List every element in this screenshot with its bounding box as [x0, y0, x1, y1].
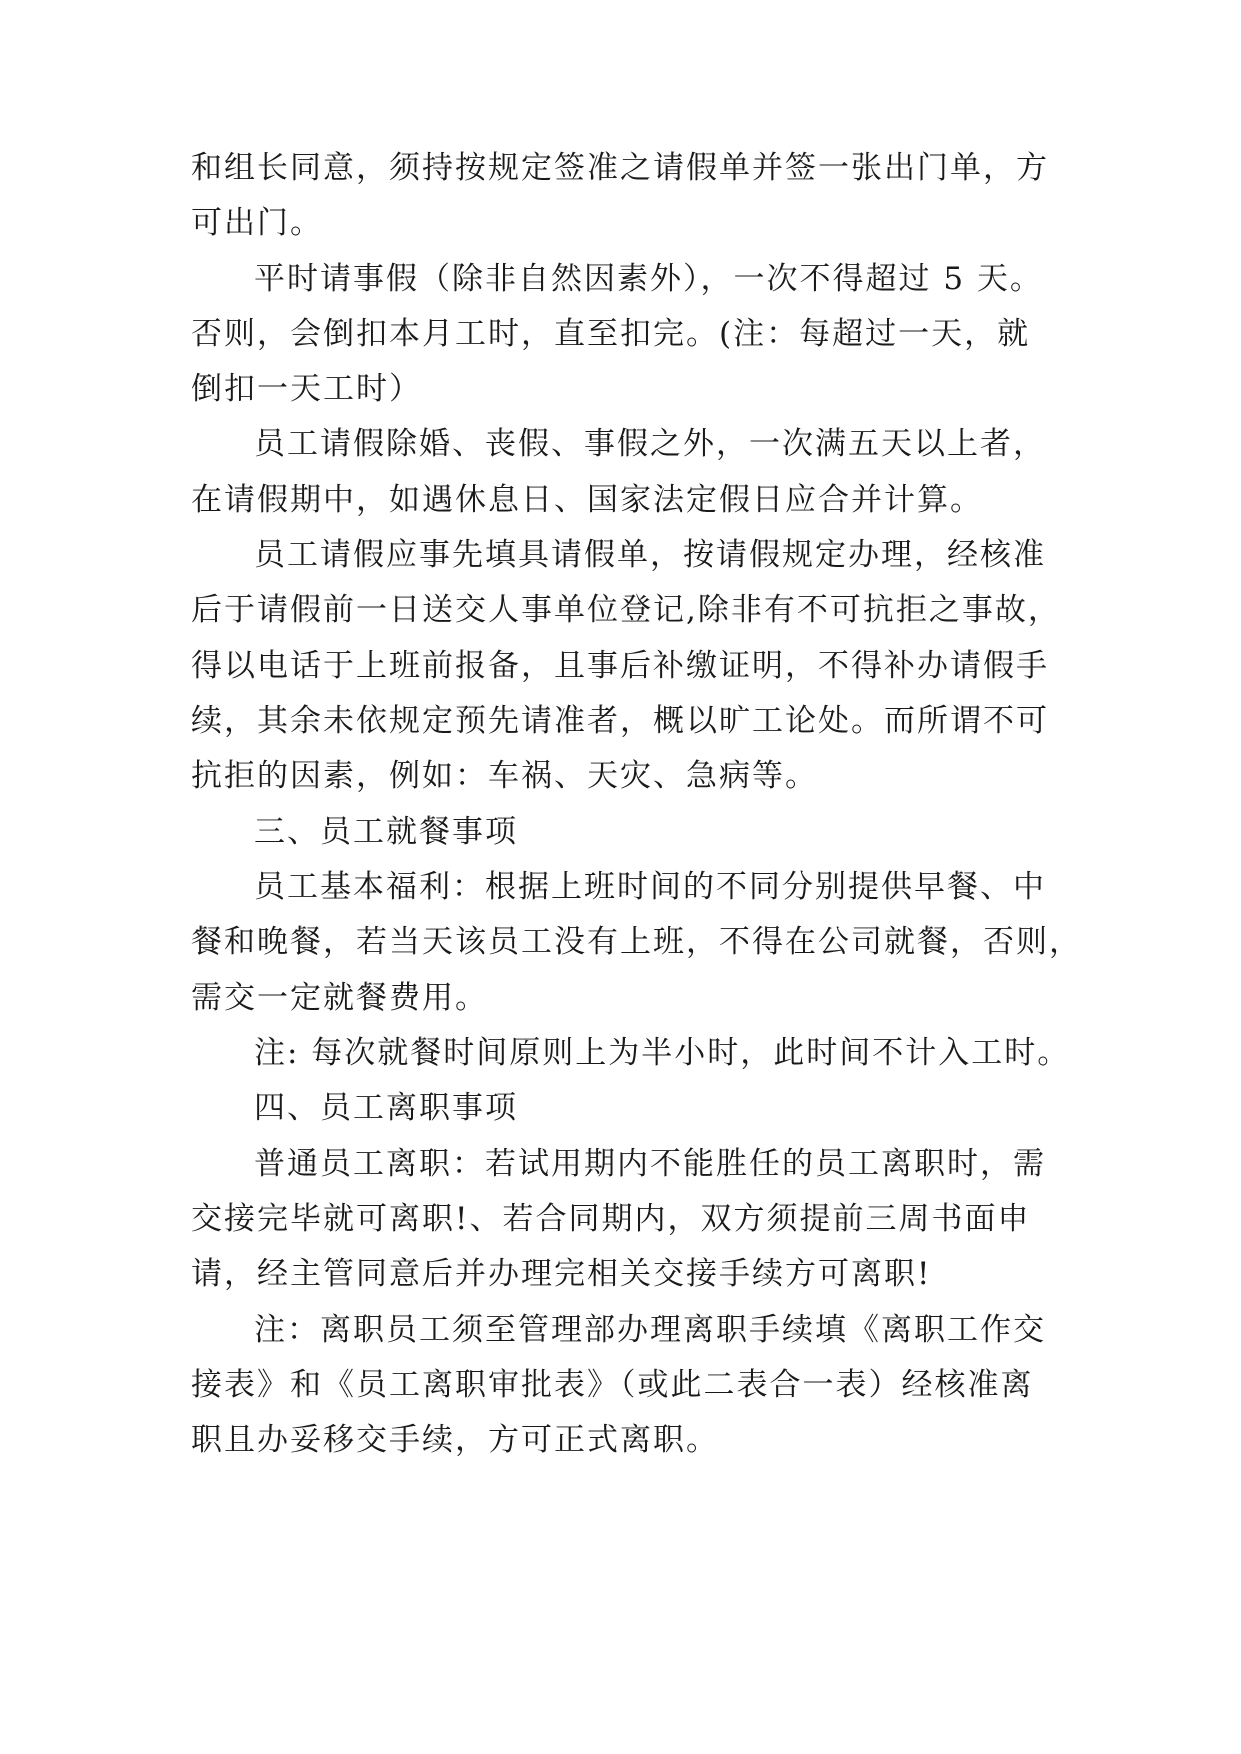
text-line: 倒扣一天工时）	[191, 371, 422, 407]
note-line: 注: 每次就餐时间原则上为半小时，此时间不计入工时。	[254, 1035, 1071, 1071]
paragraph-start-line: 平时请事假（除非自然因素外），一次不得超过 5 天。	[254, 261, 1043, 297]
text-line: 请，经主管同意后并办理完相关交接手续方可离职!	[191, 1256, 932, 1292]
text-line: 和组长同意，须持按规定签准之请假单并签一张出门单，方	[191, 150, 1049, 186]
section-heading: 四、员工离职事项	[254, 1090, 518, 1126]
text-line: 交接完毕就可离职!、若合同期内，双方须提前三周书面申	[191, 1201, 1031, 1237]
paragraph-start-line: 员工请假应事先填具请假单，按请假规定办理，经核准	[254, 537, 1046, 573]
text-line: 续，其余未依规定预先请准者，概以旷工论处。而所谓不可	[191, 703, 1049, 739]
text-line: 餐和晚餐，若当天该员工没有上班，不得在公司就餐，否则，	[191, 924, 1082, 960]
text-line: 否则，会倒扣本月工时，直至扣完。(注：每超过一天，就	[191, 316, 1031, 352]
text-line: 职且办妥移交手续，方可正式离职。	[191, 1422, 719, 1458]
paragraph-start-line: 员工基本福利：根据上班时间的不同分别提供早餐、中	[254, 869, 1046, 905]
text-line: 后于请假前一日送交人事单位登记,除非有不可抗拒之事故，	[191, 592, 1061, 628]
paragraph-start-line: 普通员工离职：若试用期内不能胜任的员工离职时，需	[254, 1146, 1046, 1182]
text-line: 在请假期中，如遇休息日、国家法定假日应合并计算。	[191, 482, 983, 518]
paragraph-start-line: 员工请假除婚、丧假、事假之外，一次满五天以上者，	[254, 426, 1046, 462]
note-line: 注：离职员工须至管理部办理离职手续填《离职工作交	[254, 1312, 1046, 1348]
text-line: 需交一定就餐费用。	[191, 980, 488, 1016]
text-line: 抗拒的因素，例如：车祸、天灾、急病等。	[191, 758, 818, 794]
text-line: 可出门。	[191, 205, 323, 241]
section-heading: 三、员工就餐事项	[254, 814, 518, 850]
text-line: 得以电话于上班前报备，且事后补缴证明，不得补办请假手	[191, 648, 1049, 684]
text-line: 接表》和《员工离职审批表》（或此二表合一表）经核准离	[191, 1367, 1034, 1403]
